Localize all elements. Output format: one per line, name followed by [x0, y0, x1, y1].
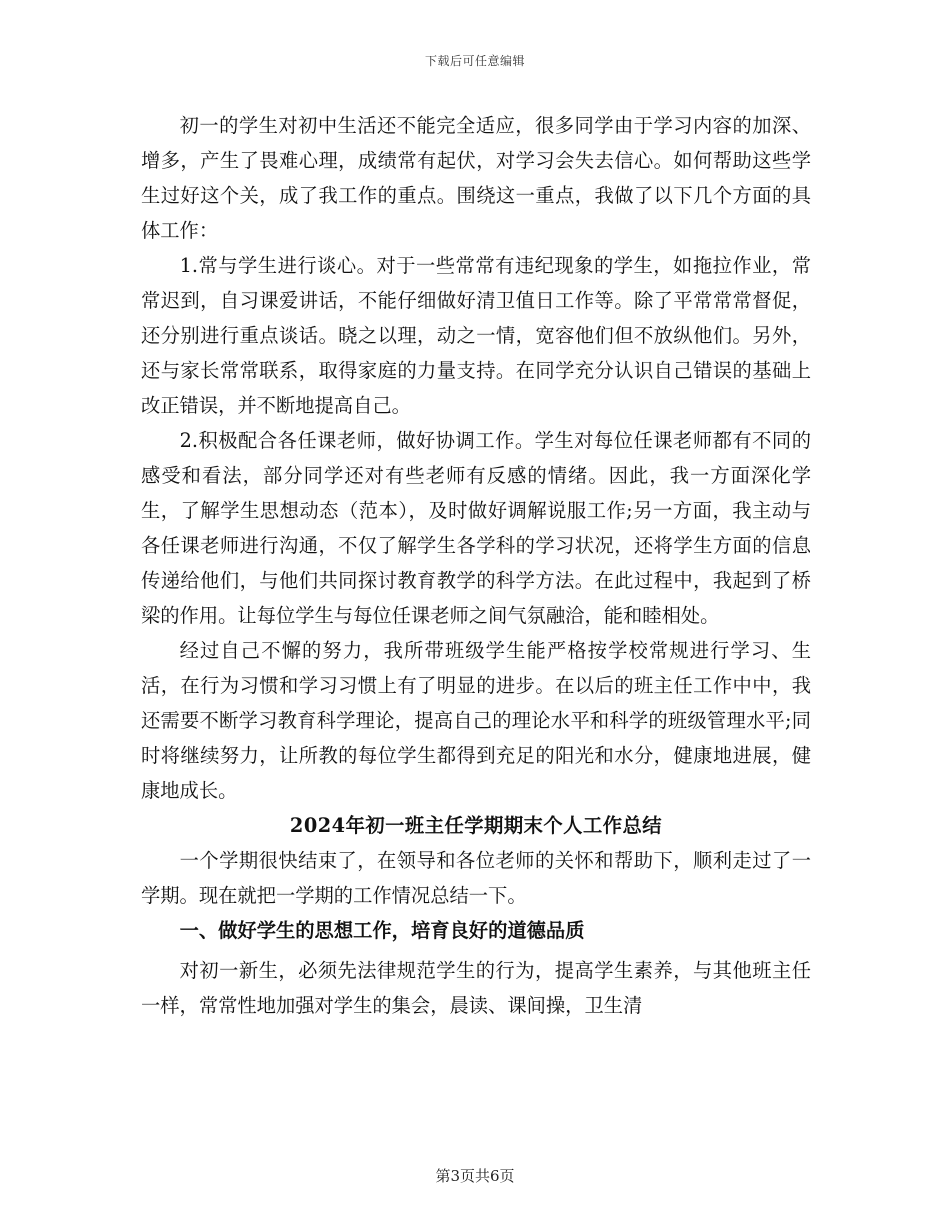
document-title: 2024年初一班主任学期期末个人工作总结: [289, 814, 663, 837]
page-number: 第3页共6页: [435, 1167, 515, 1185]
paragraph-4: 经过自己不懈的努力，我所带班级学生能严格按学校常规进行学习、生活，在行为习惯和学习习惯上有了明显的进步。在以后的班主任工作中中，我还需要不断学习教育科学理论，提高自己的理论水平和科学的班级管理水平;同时将继续努力，让所教的每位学生都得到充足的阳光和水分，健康地进展，健康地成长。: [141, 639, 811, 802]
page-header-note: 下载后可任意编辑: [424, 54, 525, 68]
paragraph-1: 初一的学生对初中生活还不能完全适应，很多同学由于学习内容的加深、增多，产生了畏难心理，成绩常有起伏，对学习会失去信心。如何帮助这些学生过好这个关，成了我工作的重点。围绕这一重点，我做了以下几个方面的具体工作：: [141, 114, 811, 242]
section-heading-1: 一、做好学生的思想工作，培育良好的道德品质: [179, 919, 585, 942]
paragraph-2: 1.常与学生进行谈心。对于一些常常有违纪现象的学生，如拖拉作业，常常迟到，自习课爱讲话，不能仔细做好清卫值日工作等。除了平常常常督促，还分别进行重点谈话。晓之以理，动之一情，宽容他们但不放纵他们。另外，还与家长常常联系，取得家庭的力量支持。在同学充分认识自己错误的基础上改正错误，并不断地提高自己。: [141, 254, 811, 417]
document-body: [141, 108, 811, 1023]
paragraph-5: 一个学期很快结束了，在领导和各位老师的关怀和帮助下，顺利走过了一学期。现在就把一学期的工作情况总结一下。: [141, 849, 811, 907]
paragraph-6: 对初一新生，必须先法律规范学生的行为，提高学生素养，与其他班主任一样，常常性地加强对学生的集会，晨读、课间操，卫生清: [141, 959, 811, 1017]
paragraph-3: 2.积极配合各任课老师，做好协调工作。学生对每位任课老师都有不同的感受和看法，部分同学还对有些老师有反感的情绪。因此，我一方面深化学生，了解学生思想动态（范本），及时做好调解说服工作;另一方面，我主动与各任课老师进行沟通，不仅了解学生各学科的学习状况，还将学生方面的信息传递给他们，与他们共同探讨教育教学的科学方法。在此过程中，我起到了桥梁的作用。让每位学生与每位任课老师之间气氛融洽，能和睦相处。: [141, 429, 811, 627]
